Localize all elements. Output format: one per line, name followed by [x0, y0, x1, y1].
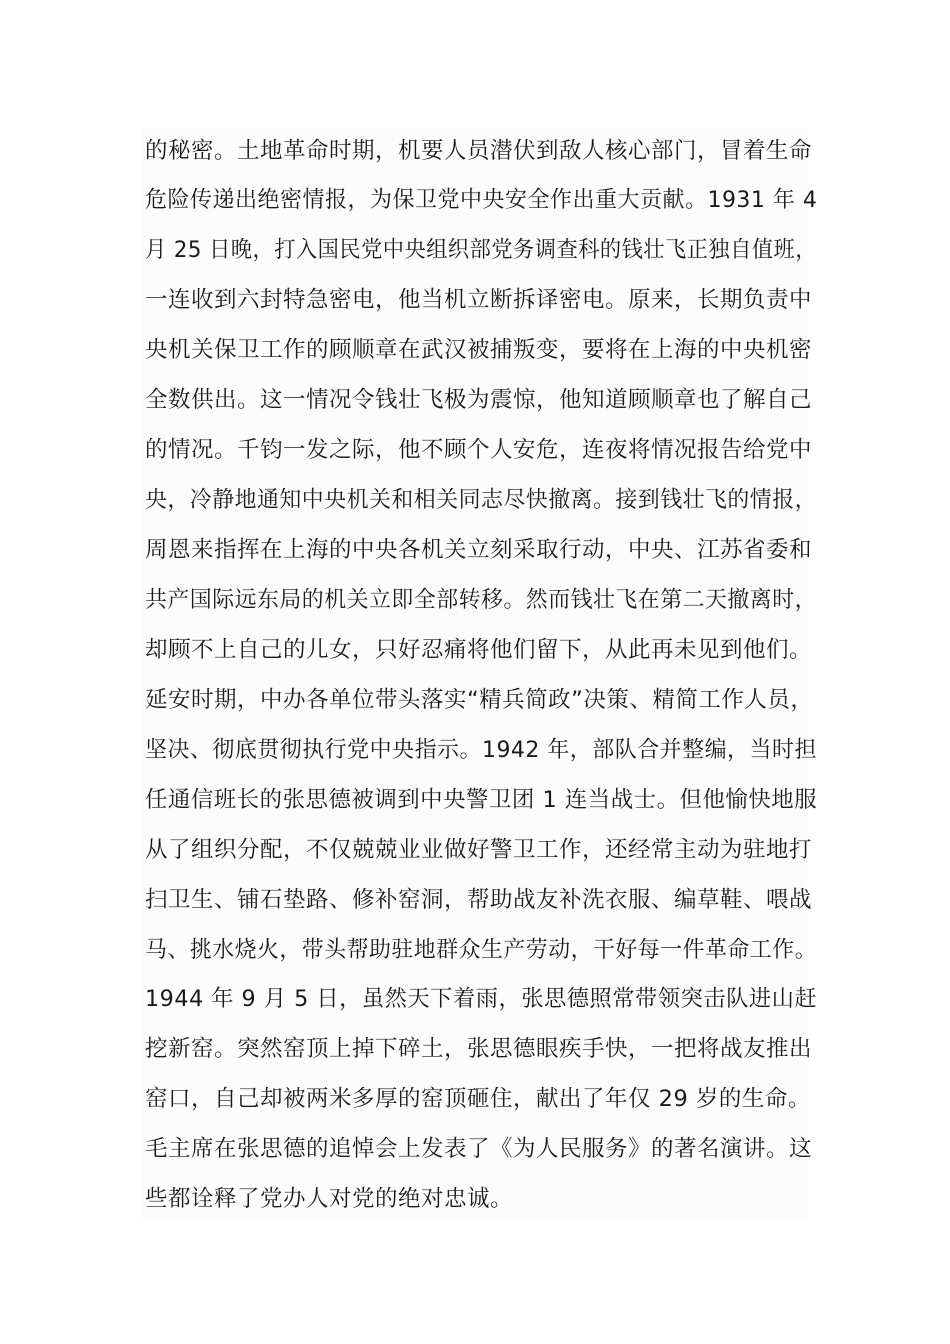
text-line: 延安时期，中办各单位带头落实“精兵简政”决策、精简工作人员，	[145, 687, 814, 713]
text-line: 窑口，自己却被两米多厚的窑顶砸住，献出了年仅 29 岁的生命。	[145, 1086, 811, 1112]
text-line: 央机关保卫工作的顾顺章在武汉被捕叛变，要将在上海的中央机密	[145, 337, 813, 363]
text-line: 共产国际远东局的机关立即全部转移。然而钱壮飞在第二天撤离时，	[145, 587, 818, 613]
text-line: 马、挑水烧火，带头帮助驻地群众生产劳动，干好每一件革命工作。	[145, 937, 818, 963]
text-line: 一连收到六封特急密电，他当机立断拆译密电。原来，长期负责中	[145, 287, 813, 313]
text-line: 月 25 日晚，打入国民党中央组织部党务调查科的钱壮飞正独自值班，	[145, 237, 817, 263]
text-line: 扫卫生、铺石垫路、修补窑洞，帮助战友补洗衣服、编草鞋、喂战	[145, 887, 813, 913]
text-line: 央，冷静地通知中央机关和相关同志尽快撤离。接到钱壮飞的情报，	[145, 487, 818, 513]
text-line: 坚决、彻底贯彻执行党中央指示。1942 年，部队合并整编，当时担	[145, 737, 817, 763]
text-line: 1944 年 9 月 5 日，虽然天下着雨，张思德照常带领突击队进山赶	[145, 986, 818, 1012]
text-line: 毛主席在张思德的追悼会上发表了《为人民服务》的著名演讲。这	[145, 1136, 813, 1162]
text-line: 的情况。千钧一发之际，他不顾个人安危，连夜将情况报告给党中	[145, 437, 813, 463]
text-line: 全数供出。这一情况令钱壮飞极为震惊，他知道顾顺章也了解自己	[145, 387, 813, 413]
text-line: 危险传递出绝密情报，为保卫党中央安全作出重大贡献。1931 年 4	[145, 187, 818, 213]
text-line: 从了组织分配，不仅兢兢业业做好警卫工作，还经常主动为驻地打	[145, 837, 813, 863]
text-line: 任通信班长的张思德被调到中央警卫团 1 连当战士。但他愉快地服	[145, 787, 818, 813]
text-line: 些都诠释了党办人对党的绝对忠诚。	[145, 1186, 514, 1212]
text-line: 的秘密。土地革命时期，机要人员潜伏到敌人核心部门，冒着生命	[145, 138, 813, 164]
text-line: 挖新窑。突然窑顶上掉下碎土，张思德眼疾手快，一把将战友推出	[145, 1036, 813, 1062]
text-line: 周恩来指挥在上海的中央各机关立刻采取行动，中央、江苏省委和	[145, 537, 813, 563]
text-line: 却顾不上自己的儿女，只好忍痛将他们留下，从此再未见到他们。	[145, 637, 813, 663]
